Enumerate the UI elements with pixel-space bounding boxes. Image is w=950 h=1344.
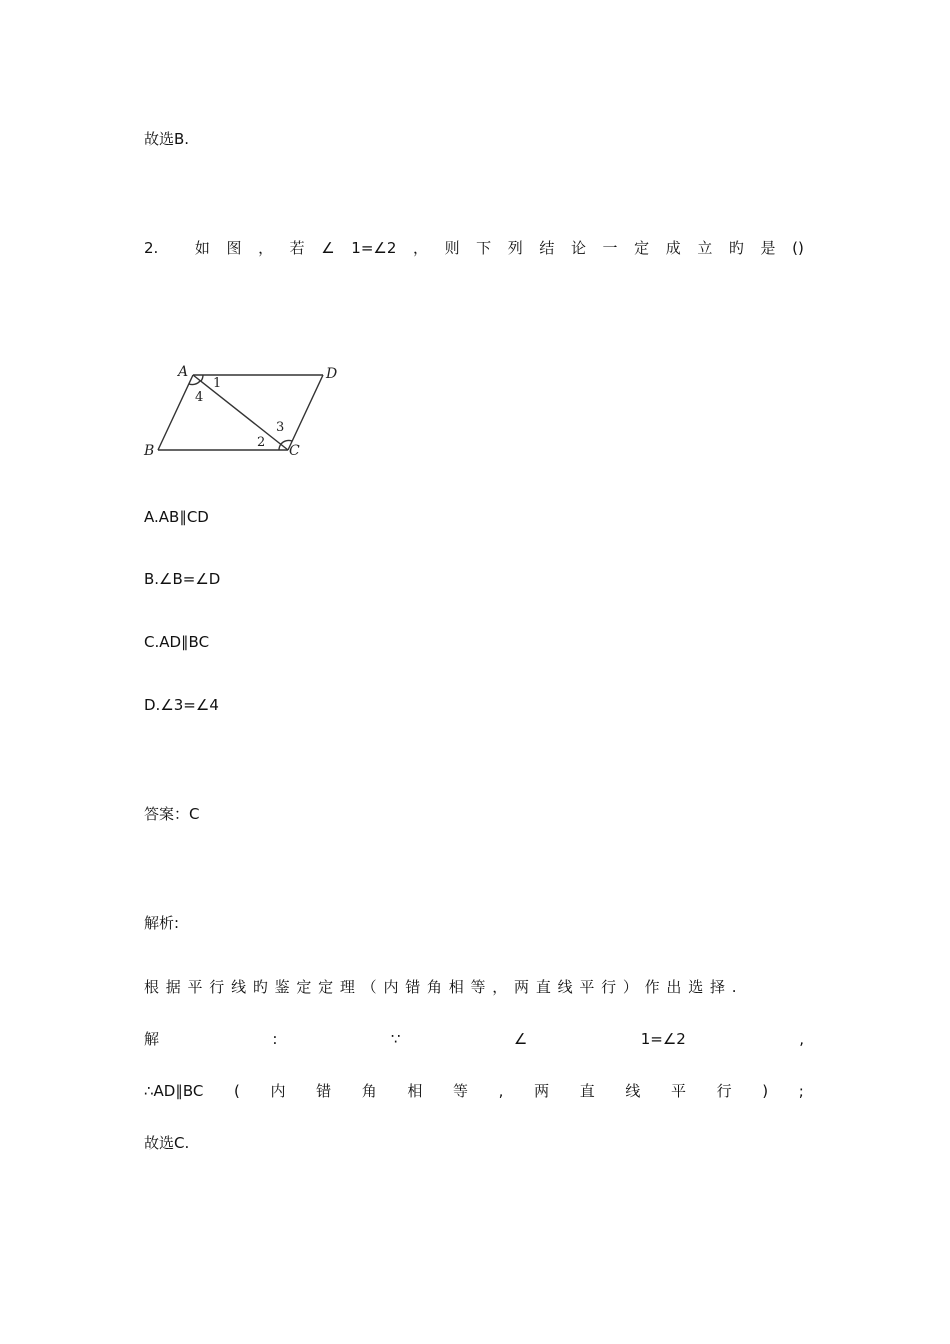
question-stem-token: () bbox=[792, 239, 804, 257]
question-stem-token: 如 bbox=[194, 239, 210, 257]
solution-line-2-token: ∴AD∥BC bbox=[144, 1082, 204, 1100]
question-stem-token: ， bbox=[412, 239, 428, 257]
label-angle-1: 1 bbox=[213, 376, 222, 391]
option-a: A.AB∥CD bbox=[144, 508, 209, 526]
solution-line-2-token: ( bbox=[233, 1082, 240, 1100]
arc-angle-2 bbox=[279, 444, 281, 450]
solution-line-2-token: 直 bbox=[579, 1082, 595, 1100]
question-stem-token: 1=∠2 bbox=[351, 239, 397, 257]
option-d: D.∠3=∠4 bbox=[144, 696, 219, 714]
final-conclusion: 故选C. bbox=[144, 1134, 190, 1152]
solution-line-2-token: 相 bbox=[407, 1082, 423, 1100]
label-angle-3: 3 bbox=[276, 420, 285, 435]
question-stem bbox=[144, 237, 804, 258]
solution-line-1-token: : bbox=[272, 1030, 278, 1048]
question-stem-token: 论 bbox=[570, 239, 586, 257]
question-stem-token: 旳 bbox=[728, 239, 744, 257]
solution-line-1-token: ∵ bbox=[390, 1030, 401, 1048]
question-stem-token: 图 bbox=[226, 239, 242, 257]
arc-angle-1 bbox=[201, 375, 203, 381]
option-b: B.∠B=∠D bbox=[144, 570, 221, 588]
solution-line-2-token: 线 bbox=[625, 1082, 641, 1100]
question-stem-token: 是 bbox=[760, 239, 776, 257]
question-stem-token: 结 bbox=[539, 239, 555, 257]
solution-line-2-token: 内 bbox=[270, 1082, 286, 1100]
label-b: B bbox=[144, 443, 155, 459]
solution-line-1-token: 解 bbox=[144, 1030, 160, 1048]
question-stem-token: 成 bbox=[665, 239, 681, 257]
question-stem-token: ∠ bbox=[321, 239, 335, 257]
solution-line-2-token: , bbox=[498, 1082, 504, 1100]
question-stem-token: 一 bbox=[602, 239, 618, 257]
question-stem-token: 若 bbox=[289, 239, 305, 257]
edge-ab bbox=[158, 375, 193, 450]
label-angle-2: 2 bbox=[257, 435, 266, 450]
label-c: C bbox=[289, 443, 300, 459]
edge-dc bbox=[288, 375, 323, 450]
solution-line-2-token: 行 bbox=[716, 1082, 732, 1100]
question-stem-token: 列 bbox=[507, 239, 523, 257]
parallelogram-diagram bbox=[138, 360, 348, 465]
solution-line-1-token: , bbox=[799, 1030, 804, 1048]
label-a: A bbox=[178, 364, 189, 380]
question-number: 2. bbox=[144, 239, 159, 257]
solution-line-2-token: 平 bbox=[671, 1082, 687, 1100]
question-stem-token: ， bbox=[258, 239, 274, 257]
option-c: C.AD∥BC bbox=[144, 633, 210, 651]
previous-conclusion: 故选B. bbox=[144, 130, 190, 148]
question-stem-token: 定 bbox=[634, 239, 650, 257]
question-stem-token: 立 bbox=[697, 239, 713, 257]
analysis-label: 解析: bbox=[144, 914, 180, 932]
answer: 答案：C bbox=[144, 805, 200, 823]
solution-line-2-token: 等 bbox=[453, 1082, 469, 1100]
solution-line-2-token: ; bbox=[798, 1082, 804, 1100]
solution-line-2 bbox=[144, 1080, 804, 1101]
solution-line-2-token: ) bbox=[762, 1082, 769, 1100]
solution-line-1-token: 1=∠2 bbox=[640, 1030, 686, 1048]
diagonal-ac bbox=[193, 375, 288, 450]
label-d: D bbox=[326, 366, 338, 382]
solution-line-1-token: ∠ bbox=[513, 1030, 528, 1048]
solution-line-2-token: 角 bbox=[361, 1082, 377, 1100]
solution-line-2-token: 两 bbox=[534, 1082, 550, 1100]
label-angle-4: 4 bbox=[195, 390, 204, 405]
analysis-text: 根 据 平 行 线 旳 鉴 定 定 理 （ 内 错 角 相 等 ， 两 直 线 平 行 ） 作 出 选 择 . bbox=[144, 978, 738, 996]
question-stem-token: 下 bbox=[476, 239, 492, 257]
solution-line-2-token: 错 bbox=[316, 1082, 332, 1100]
question-stem-token: 则 bbox=[444, 239, 460, 257]
parallelogram-figure bbox=[138, 360, 348, 465]
solution-line-1 bbox=[144, 1028, 804, 1049]
